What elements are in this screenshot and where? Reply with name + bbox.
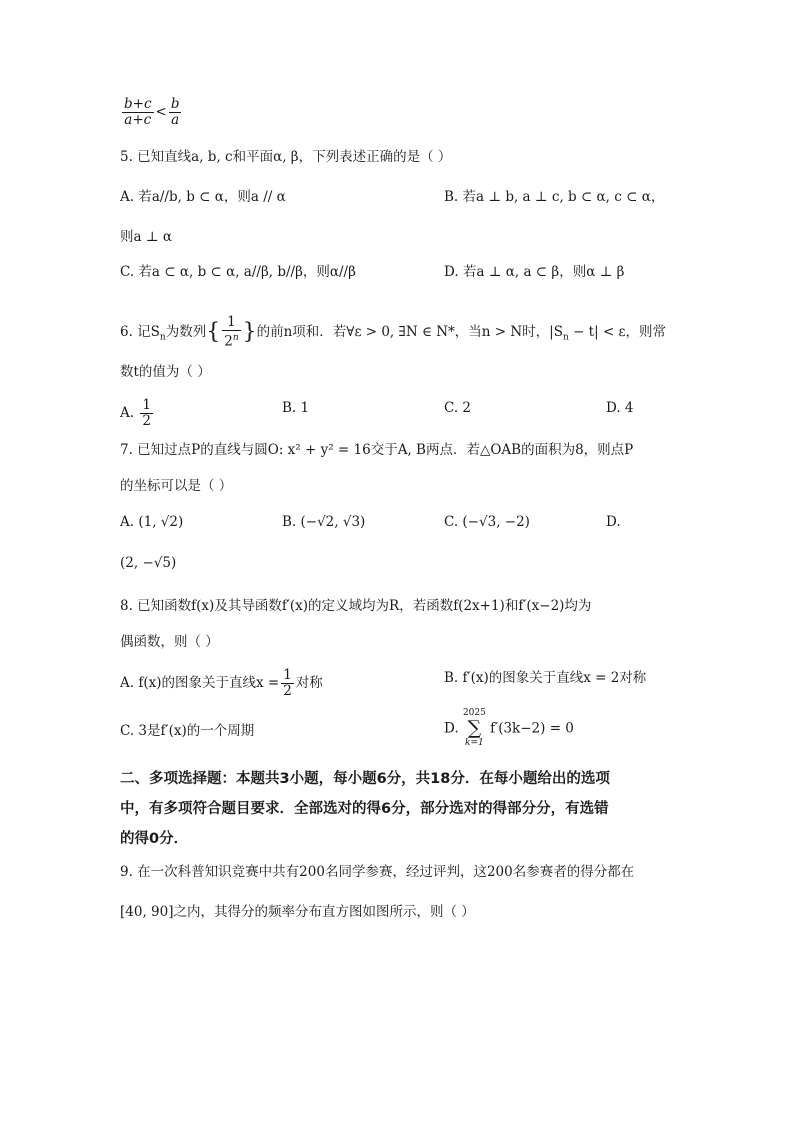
q6-option-c: C. 2 (444, 400, 472, 416)
fraction: $\frac{b}{a}$ (170, 96, 180, 128)
q6-option-b: B. 1 (282, 400, 310, 416)
q8-option-d: D. 2025 ∑ k=1 f′(3k−2) = 0 (444, 708, 574, 748)
q7-option-b: B. (−√2, √3) (282, 514, 366, 530)
q8-option-c: C. 3是f′(x)的一个周期 (120, 723, 255, 739)
q6-option-d: D. 4 (606, 400, 634, 416)
summation-symbol: 2025 ∑ k=1 (462, 708, 486, 748)
q8-option-a: A. f(x)的图象关于直线x = $\frac{1}{2}$ 对称 (120, 667, 323, 699)
fraction: $\frac{1}{2}$ (283, 667, 292, 699)
q8-option-b: B. f′(x)的图象关于直线x = 2对称 (444, 670, 647, 686)
q5-option-d: D. 若a ⊥ α, a ⊂ β，则α ⊥ β (444, 264, 625, 280)
q6-stem: 6. 记$S_n$为数列{ $\frac{1}{2^n}$ }的前n项和．若∀ε > 0, ∃N ∈ N*，当n > N时，$|S_n - t| < \varepsilon$，则常 (120, 314, 667, 350)
q8-stem-continued: 偶函数，则（ ） (120, 634, 219, 650)
q5-option-b: B. 若a ⊥ b, a ⊥ c, b ⊂ α, c ⊂ α， (444, 189, 665, 205)
q5-stem: 5. 已知直线a, b, c和平面α, β，下列表述正确的是（ ） (120, 149, 452, 165)
section-2-heading-line2: 中，有多项符合题目要求．全部选对的得6分，部分选对的得部分分，有选错 (120, 801, 609, 817)
section-2-heading: 二、多项选择题：本题共3小题，每小题6分，共18分．在每小题给出的选项 (120, 771, 610, 787)
q7-stem: 7. 已知过点P的直线与圆O: x² + y² = 16交于A, B两点．若△OAB的面积为8，则点P (120, 442, 634, 458)
q5-option-b-continued: 则a ⊥ α (120, 229, 172, 245)
q7-option-d-value: (2, −√5) (120, 555, 177, 571)
q7-option-d-label: D. (606, 514, 621, 530)
fraction: $\frac{b+c}{a+c}$ (124, 96, 152, 128)
q5-option-a: A. 若a//b, b ⊂ α，则a // α (120, 189, 286, 205)
q7-stem-continued: 的坐标可以是（ ） (120, 478, 233, 494)
fraction: $\frac{1}{2^n}$ (224, 314, 239, 350)
q6-stem-continued: 数t的值为（ ） (120, 364, 211, 380)
q9-stem-continued: [40, 90]之内，其得分的频率分布直方图如图所示，则（ ） (120, 904, 475, 920)
q7-option-c: C. (−√3, −2) (444, 514, 530, 530)
q6-option-a: A. $\frac{1}{2}$ (120, 397, 151, 429)
q5-option-c: C. 若a ⊂ α, b ⊂ α, a//β, b//β，则α//β (120, 264, 356, 280)
q9-stem: 9. 在一次科普知识竞赛中共有200名同学参赛，经过评判，这200名参赛者的得分都在 (120, 864, 635, 880)
q8-stem: 8. 已知函数f(x)及其导函数f′(x)的定义域均为R，若函数f(2x+1)和f′(x−2)均为 (120, 598, 592, 614)
section-2-heading-line3: 的得0分． (120, 831, 189, 847)
q7-option-a: A. (1, √2) (120, 514, 184, 530)
top-inequality: $\frac{b+c}{a+c}$ < $\frac{b}{a}$ (124, 96, 180, 128)
fraction: $\frac{1}{2}$ (142, 397, 151, 429)
